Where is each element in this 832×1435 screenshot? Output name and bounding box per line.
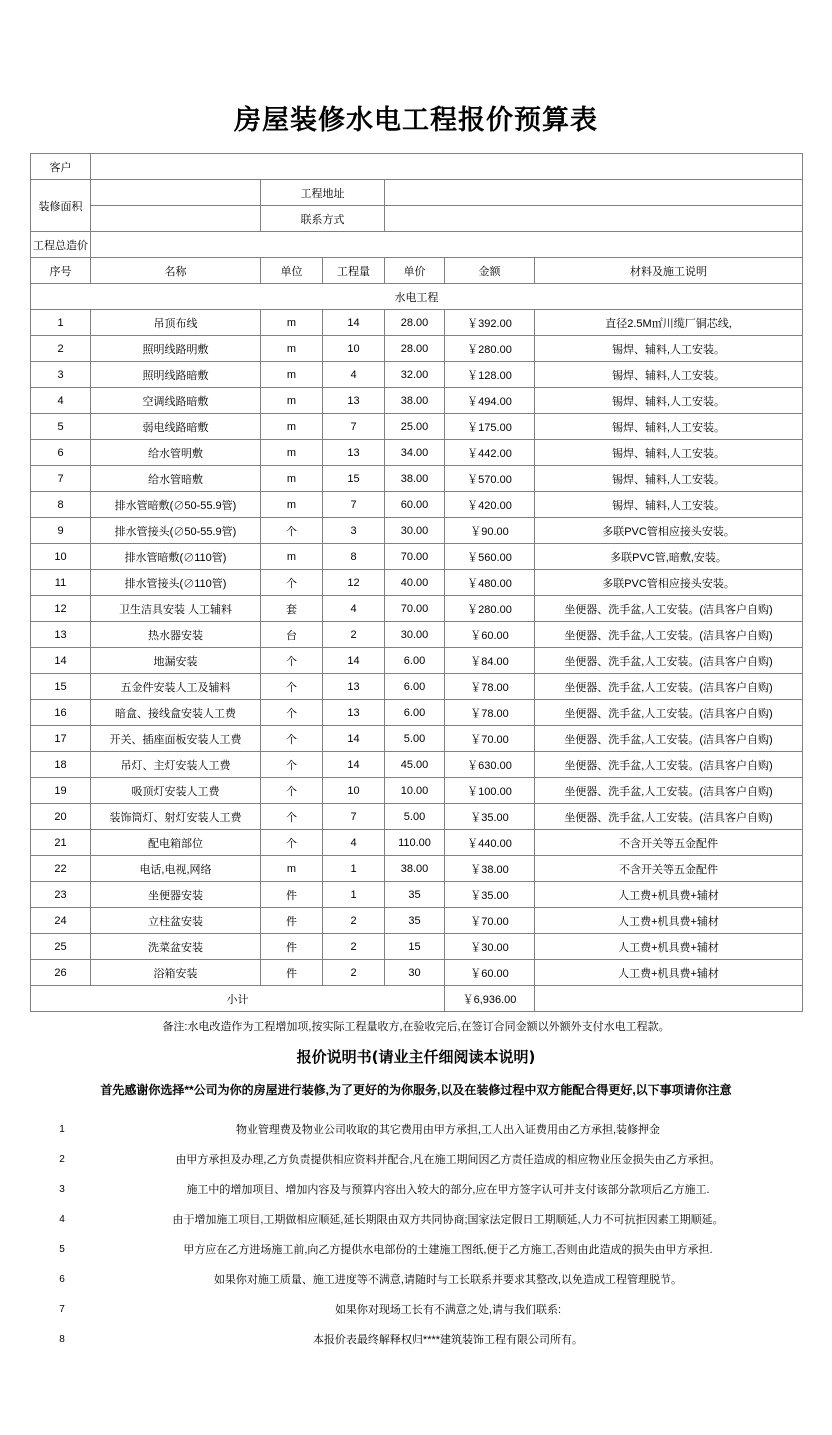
term-number: 4 — [59, 1213, 65, 1225]
term-number: 8 — [59, 1333, 65, 1345]
cell-unit: m — [261, 440, 323, 466]
cell-desc: 坐便器、洗手盆,人工安装。(洁具客户自购) — [535, 700, 803, 726]
cell-desc: 多联PVC管相应接头安装。 — [535, 570, 803, 596]
cell-amount: ￥630.00 — [445, 752, 535, 778]
cell-desc: 坐便器、洗手盆,人工安装。(洁具客户自购) — [535, 648, 803, 674]
section-header-row — [31, 284, 803, 310]
cell-desc: 人工费+机具费+辅材 — [535, 934, 803, 960]
cell-price: 30.00 — [385, 518, 445, 544]
term-text: 如果你对施工质量、施工进度等不满意,请随时与工长联系并要求其整改,以免造成工程管理脱节。 — [213, 1274, 683, 1287]
cell-qty: 10 — [323, 778, 385, 804]
cell-amount: ￥570.00 — [445, 466, 535, 492]
cell-amount: ￥70.00 — [445, 726, 535, 752]
cell-desc: 锡焊、辅料,人工安装。 — [535, 388, 803, 414]
table-row — [31, 752, 803, 778]
header-qty: 工程量 — [323, 258, 385, 284]
customer-value[interactable] — [91, 154, 803, 180]
table-row — [31, 726, 803, 752]
table-row — [31, 856, 803, 882]
cell-no: 22 — [31, 856, 91, 882]
cell-amount: ￥480.00 — [445, 570, 535, 596]
customer-row — [31, 154, 803, 180]
cell-amount: ￥60.00 — [445, 960, 535, 986]
cell-qty: 10 — [323, 336, 385, 362]
cell-name: 排水管接头(∅50-55.9管) — [91, 518, 261, 544]
cell-qty: 7 — [323, 492, 385, 518]
header-amount: 金额 — [445, 258, 535, 284]
cell-amount: ￥84.00 — [445, 648, 535, 674]
table-row — [31, 570, 803, 596]
total-value[interactable] — [91, 232, 803, 258]
term-number: 2 — [59, 1153, 65, 1165]
table-header-row — [31, 258, 803, 284]
table-row — [31, 596, 803, 622]
term-number: 6 — [59, 1273, 65, 1285]
term-text: 由甲方承担及办理,乙方负责提供相应资料并配合,凡在施工期间因乙方责任造成的相应物业压金损失由乙方承担。 — [175, 1154, 721, 1167]
cell-no: 20 — [31, 804, 91, 830]
cell-desc: 坐便器、洗手盆,人工安装。(洁具客户自购) — [535, 752, 803, 778]
cell-desc: 多联PVC管相应接头安装。 — [535, 518, 803, 544]
cell-name: 电话,电视,网络 — [91, 856, 261, 882]
cell-price: 5.00 — [385, 726, 445, 752]
cell-qty: 14 — [323, 310, 385, 336]
cell-desc: 人工费+机具费+辅材 — [535, 960, 803, 986]
cell-qty: 4 — [323, 362, 385, 388]
cell-amount: ￥60.00 — [445, 622, 535, 648]
cell-no: 7 — [31, 466, 91, 492]
cell-name: 空调线路暗敷 — [91, 388, 261, 414]
section-title: 水电工程 — [31, 284, 803, 310]
table-row — [31, 440, 803, 466]
term-text: 由于增加施工项目,工期做相应顺延,延长期限由双方共同协商;国家法定假日工期顺延,人力不可抗拒因素工期顺延。 — [172, 1214, 724, 1227]
term-item — [30, 1144, 802, 1174]
table-row — [31, 492, 803, 518]
table-row — [31, 414, 803, 440]
cell-no: 12 — [31, 596, 91, 622]
cell-unit: 件 — [261, 882, 323, 908]
cell-unit: 个 — [261, 752, 323, 778]
cell-name: 给水管暗敷 — [91, 466, 261, 492]
cell-desc: 锡焊、辅料,人工安装。 — [535, 336, 803, 362]
cell-desc: 坐便器、洗手盆,人工安装。(洁具客户自购) — [535, 622, 803, 648]
total-cost-row — [31, 232, 803, 258]
cell-unit: m — [261, 544, 323, 570]
cell-price: 70.00 — [385, 596, 445, 622]
cell-qty: 13 — [323, 440, 385, 466]
cell-desc: 坐便器、洗手盆,人工安装。(洁具客户自购) — [535, 596, 803, 622]
cell-unit: m — [261, 362, 323, 388]
cell-price: 30.00 — [385, 622, 445, 648]
cell-amount: ￥30.00 — [445, 934, 535, 960]
cell-qty: 7 — [323, 804, 385, 830]
cell-name: 立柱盆安装 — [91, 908, 261, 934]
table-row — [31, 362, 803, 388]
cell-amount: ￥90.00 — [445, 518, 535, 544]
cell-price: 38.00 — [385, 466, 445, 492]
term-number: 7 — [59, 1303, 65, 1315]
cell-qty: 8 — [323, 544, 385, 570]
header-price: 单价 — [385, 258, 445, 284]
cell-unit: 个 — [261, 648, 323, 674]
cell-unit: 个 — [261, 700, 323, 726]
cell-no: 1 — [31, 310, 91, 336]
table-row — [31, 700, 803, 726]
term-item — [30, 1174, 802, 1204]
table-row — [31, 934, 803, 960]
subtotal-desc — [535, 986, 803, 1012]
cell-name: 排水管暗敷(∅110管) — [91, 544, 261, 570]
cell-unit: m — [261, 310, 323, 336]
cell-amount: ￥560.00 — [445, 544, 535, 570]
cell-price: 35 — [385, 908, 445, 934]
cell-qty: 4 — [323, 830, 385, 856]
cell-unit: 个 — [261, 726, 323, 752]
cell-amount: ￥280.00 — [445, 596, 535, 622]
cell-qty: 12 — [323, 570, 385, 596]
cell-desc: 直径2.5M㎡川缆厂铜芯线, — [535, 310, 803, 336]
cell-price: 6.00 — [385, 700, 445, 726]
cell-unit: 件 — [261, 934, 323, 960]
header-name: 名称 — [91, 258, 261, 284]
cell-amount: ￥440.00 — [445, 830, 535, 856]
table-row — [31, 310, 803, 336]
cell-desc: 不含开关等五金配件 — [535, 856, 803, 882]
cell-unit: 件 — [261, 960, 323, 986]
cell-name: 开关、插座面板安装人工费 — [91, 726, 261, 752]
cell-name: 地漏安装 — [91, 648, 261, 674]
cell-amount: ￥420.00 — [445, 492, 535, 518]
cell-price: 60.00 — [385, 492, 445, 518]
cell-amount: ￥35.00 — [445, 804, 535, 830]
cell-desc: 锡焊、辅料,人工安装。 — [535, 492, 803, 518]
cell-desc: 人工费+机具费+辅材 — [535, 882, 803, 908]
cell-no: 15 — [31, 674, 91, 700]
footnote: 备注:水电改造作为工程增加项,按实际工程量收方,在验收完后,在签订合同金额以外额外支付水电工程款。 — [162, 1021, 670, 1033]
cell-price: 28.00 — [385, 336, 445, 362]
cell-no: 14 — [31, 648, 91, 674]
cell-name: 给水管明敷 — [91, 440, 261, 466]
subtotal-amount: ￥6,936.00 — [445, 986, 535, 1012]
table-row — [31, 830, 803, 856]
statement-intro: 首先感谢你选择**公司为你的房屋进行装修,为了更好的为你服务,以及在装修过程中双方能配合得更好,以下事项请你注意 — [100, 1083, 732, 1097]
terms-table — [30, 1114, 802, 1354]
cell-unit: m — [261, 466, 323, 492]
cell-amount: ￥494.00 — [445, 388, 535, 414]
cell-name: 配电箱部位 — [91, 830, 261, 856]
subtotal-row — [31, 986, 803, 1012]
cell-qty: 1 — [323, 856, 385, 882]
cell-desc: 坐便器、洗手盆,人工安装。(洁具客户自购) — [535, 778, 803, 804]
term-item — [30, 1324, 802, 1354]
cell-amount: ￥280.00 — [445, 336, 535, 362]
total-label: 工程总造价 — [31, 232, 91, 258]
contact-row — [31, 206, 803, 232]
term-number: 5 — [59, 1243, 65, 1255]
cell-unit: 个 — [261, 518, 323, 544]
page-title: 房屋装修水电工程报价预算表 — [234, 105, 598, 136]
cell-price: 5.00 — [385, 804, 445, 830]
cell-amount: ￥70.00 — [445, 908, 535, 934]
subtotal-label: 小计 — [31, 986, 445, 1012]
term-item — [30, 1264, 802, 1294]
cell-price: 32.00 — [385, 362, 445, 388]
cell-qty: 14 — [323, 726, 385, 752]
cell-price: 38.00 — [385, 388, 445, 414]
cell-qty: 13 — [323, 674, 385, 700]
cell-desc: 多联PVC管,暗敷,安装。 — [535, 544, 803, 570]
cell-qty: 3 — [323, 518, 385, 544]
cell-unit: m — [261, 388, 323, 414]
term-text: 施工中的增加项目、增加内容及与预算内容出入较大的部分,应在甲方签字认可并支付该部分款项后乙方施工. — [186, 1184, 710, 1197]
cell-price: 15 — [385, 934, 445, 960]
info-and-items-table — [30, 153, 803, 1012]
header-unit: 单位 — [261, 258, 323, 284]
cell-qty: 14 — [323, 752, 385, 778]
cell-price: 6.00 — [385, 648, 445, 674]
table-row — [31, 648, 803, 674]
table-row — [31, 882, 803, 908]
cell-desc: 锡焊、辅料,人工安装。 — [535, 414, 803, 440]
cell-name: 暗盒、接线盒安装人工费 — [91, 700, 261, 726]
cell-unit: 个 — [261, 674, 323, 700]
cell-qty: 15 — [323, 466, 385, 492]
cell-qty: 2 — [323, 908, 385, 934]
cell-name: 装饰筒灯、射灯安装人工费 — [91, 804, 261, 830]
cell-desc: 锡焊、辅料,人工安装。 — [535, 440, 803, 466]
cell-desc: 锡焊、辅料,人工安装。 — [535, 362, 803, 388]
cell-no: 6 — [31, 440, 91, 466]
cell-no: 9 — [31, 518, 91, 544]
cell-unit: 件 — [261, 908, 323, 934]
term-number: 1 — [59, 1123, 65, 1135]
cell-desc: 坐便器、洗手盆,人工安装。(洁具客户自购) — [535, 804, 803, 830]
cell-no: 21 — [31, 830, 91, 856]
cell-price: 25.00 — [385, 414, 445, 440]
term-text: 物业管理费及物业公司收取的其它费用由甲方承担,工人出入证费用由乙方承担,装修押金 — [235, 1124, 661, 1137]
cell-name: 吸顶灯安装人工费 — [91, 778, 261, 804]
statement-title: 报价说明书(请业主仟细阅读本说明) — [296, 1048, 536, 1066]
cell-qty: 13 — [323, 700, 385, 726]
cell-unit: 台 — [261, 622, 323, 648]
table-row — [31, 622, 803, 648]
cell-no: 11 — [31, 570, 91, 596]
cell-price: 35 — [385, 882, 445, 908]
cell-price: 110.00 — [385, 830, 445, 856]
cell-name: 吊顶布线 — [91, 310, 261, 336]
cell-qty: 7 — [323, 414, 385, 440]
area-value-2[interactable] — [91, 206, 261, 232]
cell-name: 照明线路明敷 — [91, 336, 261, 362]
cell-price: 38.00 — [385, 856, 445, 882]
cell-no: 19 — [31, 778, 91, 804]
cell-name: 坐便器安装 — [91, 882, 261, 908]
cell-price: 6.00 — [385, 674, 445, 700]
cell-price: 45.00 — [385, 752, 445, 778]
table-row — [31, 544, 803, 570]
cell-no: 10 — [31, 544, 91, 570]
customer-label: 客户 — [31, 154, 91, 180]
cell-name: 排水管暗敷(∅50-55.9管) — [91, 492, 261, 518]
table-row — [31, 674, 803, 700]
area-value[interactable] — [91, 180, 261, 206]
header-desc: 材料及施工说明 — [535, 258, 803, 284]
table-row — [31, 908, 803, 934]
cell-qty: 1 — [323, 882, 385, 908]
cell-desc: 人工费+机具费+辅材 — [535, 908, 803, 934]
cell-amount: ￥175.00 — [445, 414, 535, 440]
cell-desc: 坐便器、洗手盆,人工安装。(洁具客户自购) — [535, 674, 803, 700]
cell-no: 13 — [31, 622, 91, 648]
table-row — [31, 778, 803, 804]
cell-unit: 个 — [261, 830, 323, 856]
cell-name: 吊灯、主灯安装人工费 — [91, 752, 261, 778]
address-value[interactable] — [385, 180, 803, 206]
address-label: 工程地址 — [261, 180, 385, 206]
cell-name: 热水器安装 — [91, 622, 261, 648]
cell-desc: 不含开关等五金配件 — [535, 830, 803, 856]
cell-name: 浴箱安装 — [91, 960, 261, 986]
term-item — [30, 1114, 802, 1144]
table-row — [31, 518, 803, 544]
cell-name: 洗菜盆安装 — [91, 934, 261, 960]
cell-name: 卫生洁具安装 人工辅料 — [91, 596, 261, 622]
cell-no: 18 — [31, 752, 91, 778]
cell-amount: ￥128.00 — [445, 362, 535, 388]
cell-no: 5 — [31, 414, 91, 440]
cell-name: 弱电线路暗敷 — [91, 414, 261, 440]
cell-qty: 14 — [323, 648, 385, 674]
table-row — [31, 388, 803, 414]
cell-no: 2 — [31, 336, 91, 362]
cell-amount: ￥442.00 — [445, 440, 535, 466]
cell-no: 26 — [31, 960, 91, 986]
cell-price: 10.00 — [385, 778, 445, 804]
cell-unit: m — [261, 414, 323, 440]
cell-unit: 个 — [261, 804, 323, 830]
cell-price: 30 — [385, 960, 445, 986]
term-item — [30, 1294, 802, 1324]
term-item — [30, 1204, 802, 1234]
term-number: 3 — [59, 1183, 65, 1195]
area-address-row — [31, 180, 803, 206]
cell-qty: 2 — [323, 622, 385, 648]
table-row — [31, 466, 803, 492]
cell-desc: 锡焊、辅料,人工安装。 — [535, 466, 803, 492]
table-row — [31, 336, 803, 362]
cell-no: 4 — [31, 388, 91, 414]
cell-amount: ￥38.00 — [445, 856, 535, 882]
cell-price: 70.00 — [385, 544, 445, 570]
cell-qty: 2 — [323, 934, 385, 960]
cell-no: 24 — [31, 908, 91, 934]
cell-amount: ￥35.00 — [445, 882, 535, 908]
table-row — [31, 960, 803, 986]
cell-no: 23 — [31, 882, 91, 908]
cell-price: 28.00 — [385, 310, 445, 336]
cell-price: 34.00 — [385, 440, 445, 466]
table-row — [31, 804, 803, 830]
cell-name: 五金件安装人工及辅料 — [91, 674, 261, 700]
area-label: 装修面积 — [31, 180, 91, 232]
cell-price: 40.00 — [385, 570, 445, 596]
cell-qty: 2 — [323, 960, 385, 986]
cell-no: 16 — [31, 700, 91, 726]
cell-desc: 坐便器、洗手盆,人工安装。(洁具客户自购) — [535, 726, 803, 752]
cell-no: 17 — [31, 726, 91, 752]
cell-unit: m — [261, 492, 323, 518]
cell-amount: ￥392.00 — [445, 310, 535, 336]
cell-qty: 4 — [323, 596, 385, 622]
cell-unit: 个 — [261, 570, 323, 596]
term-text: 甲方应在乙方进场施工前,向乙方提供水电部份的土建施工图纸,便于乙方施工,否则由此造成的损失由甲方承担. — [183, 1244, 713, 1257]
cell-no: 25 — [31, 934, 91, 960]
cell-name: 照明线路暗敷 — [91, 362, 261, 388]
term-item — [30, 1234, 802, 1264]
cell-unit: 个 — [261, 778, 323, 804]
contact-label: 联系方式 — [261, 206, 385, 232]
cell-name: 排水管接头(∅110管) — [91, 570, 261, 596]
cell-unit: 套 — [261, 596, 323, 622]
contact-value[interactable] — [385, 206, 803, 232]
cell-qty: 13 — [323, 388, 385, 414]
term-text: 本报价表最终解释权归****建筑装饰工程有限公司所有。 — [312, 1334, 584, 1347]
cell-amount: ￥78.00 — [445, 674, 535, 700]
cell-unit: m — [261, 336, 323, 362]
cell-no: 8 — [31, 492, 91, 518]
cell-unit: m — [261, 856, 323, 882]
term-text: 如果你对现场工长有不满意之处,请与我们联系: — [334, 1304, 562, 1317]
cell-amount: ￥100.00 — [445, 778, 535, 804]
cell-no: 3 — [31, 362, 91, 388]
header-no: 序号 — [31, 258, 91, 284]
cell-amount: ￥78.00 — [445, 700, 535, 726]
